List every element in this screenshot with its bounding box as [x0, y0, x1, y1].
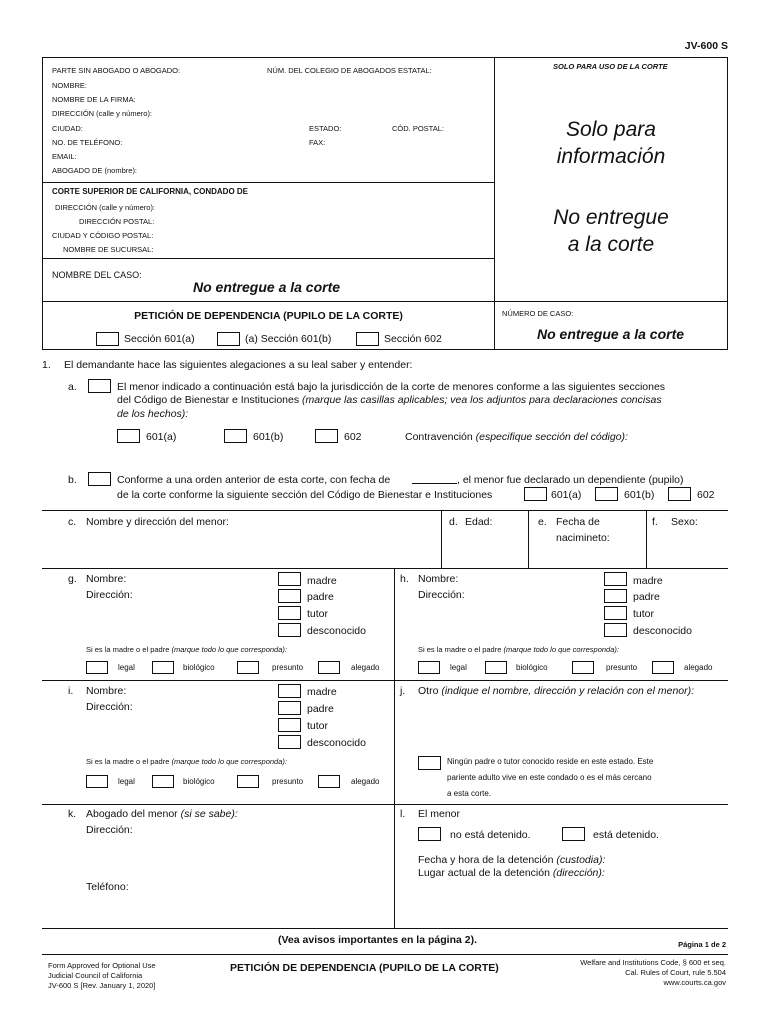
item-g-address-label: Dirección:	[86, 589, 133, 601]
item-h-address-label: Dirección:	[418, 589, 465, 601]
item-h-name-label: Nombre:	[418, 573, 459, 585]
item-j-none-line-3: a esta corte.	[447, 789, 492, 798]
item-d-label: Edad:	[465, 516, 493, 528]
item-i-mother-checkbox[interactable]	[278, 684, 301, 698]
item-l-label: El menor	[418, 808, 461, 820]
item-b-601a-label: 601(a)	[551, 489, 582, 501]
zip-label: CÓD. POSTAL:	[392, 124, 444, 133]
item-g-if-parent-text: Si es la madre o el padre	[86, 645, 172, 654]
watermark-info-line-1: Solo para	[566, 118, 656, 141]
section-601a-label: Sección 601(a)	[124, 333, 195, 345]
email-label: EMAIL:	[52, 152, 77, 161]
item-h-bio-checkbox[interactable]	[485, 661, 507, 674]
footer-right-line-1: Welfare and Institutions Code, § 600 et seq.	[580, 958, 726, 967]
court-address-label: DIRECCIÓN (calle y número):	[55, 203, 156, 212]
item-h-legal-checkbox[interactable]	[418, 661, 440, 674]
item-i-letter: i.	[68, 685, 74, 697]
item-h-father-checkbox[interactable]	[604, 589, 627, 603]
item-i-address-label: Dirección:	[86, 701, 133, 713]
item-l-detained-checkbox[interactable]	[562, 827, 585, 841]
item-j-label-note: (indique el nombre, dirección y relación con el menor):	[441, 685, 695, 697]
item-b-line-2: de la corte conforme la siguiente sección del Código de Bienestar e Instituciones	[117, 489, 493, 501]
footer-right	[580, 958, 726, 988]
item-g-mother-label: madre	[307, 575, 337, 587]
item-a-contravention-text: Contravención	[405, 431, 476, 443]
item-b-letter: b.	[68, 474, 77, 486]
item-k-label-text: Abogado del menor	[86, 808, 181, 820]
watermark-do-not-file-line-1: No entregue	[553, 206, 669, 229]
item-k-label-note: (si se sabe):	[180, 808, 238, 820]
item-b-checkbox[interactable]	[88, 472, 111, 486]
item-g-bio-checkbox[interactable]	[152, 661, 174, 674]
court-branch-label: NOMBRE DE SUCURSAL:	[63, 245, 154, 254]
item-f-label: Sexo:	[671, 516, 698, 528]
item-a-contravention-note: (especifique sección del código):	[475, 431, 628, 443]
case-number-label: NÚMERO DE CASO:	[502, 309, 574, 318]
item-i-if-parent	[86, 757, 287, 766]
court-use-label: SOLO PARA USO DE LA CORTE	[553, 62, 668, 71]
item-j-none-line-1: Ningún padre o tutor conocido reside en este estado. Este	[447, 757, 654, 766]
item-i-legal-label: legal	[118, 777, 135, 786]
item-l-place-text: Lugar actual de la detención	[418, 867, 553, 879]
item-h-if-parent-text: Si es la madre o el padre	[418, 645, 504, 654]
item-c-label: Nombre y dirección del menor:	[86, 516, 229, 528]
court-city-label: CIUDAD Y CÓDIGO POSTAL:	[52, 231, 154, 240]
item-l-not-detained-checkbox[interactable]	[418, 827, 441, 841]
item-e-label-2: nacimineto:	[556, 532, 610, 544]
case-name-value: No entregue a la corte	[193, 279, 341, 295]
section-601b-checkbox[interactable]	[217, 332, 240, 346]
fax-label: FAX:	[309, 138, 326, 147]
item-l-date-label	[418, 854, 605, 866]
item-1-number: 1.	[42, 359, 51, 371]
item-b-601a-checkbox[interactable]	[524, 487, 547, 501]
item-h-presumed-label: presunto	[606, 663, 638, 672]
item-l-letter: l.	[400, 808, 406, 820]
item-b-line-1-b: , el menor fue declarado un dependiente (pupilo)	[457, 474, 684, 486]
item-h-legal-label: legal	[450, 663, 467, 672]
item-h-unknown-label: desconocido	[633, 625, 692, 637]
item-g-mother-checkbox[interactable]	[278, 572, 301, 586]
item-l-place-note: (dirección):	[552, 867, 605, 879]
item-h-bio-label: biológico	[516, 663, 548, 672]
item-h-alleged-label: alegado	[684, 663, 713, 672]
party-label: PARTE SIN ABOGADO O ABOGADO:	[52, 66, 181, 75]
item-i-presumed-checkbox[interactable]	[237, 775, 259, 788]
item-h-mother-checkbox[interactable]	[604, 572, 627, 586]
item-k-label	[86, 808, 238, 820]
item-k-phone-label: Teléfono:	[86, 881, 129, 893]
item-1-text: El demandante hace las siguientes alegaciones a su leal saber y entender:	[64, 359, 413, 371]
item-i-if-parent-note: (marque todo lo que corresponda):	[171, 757, 287, 766]
footer-left	[48, 961, 156, 991]
section-602-checkbox[interactable]	[356, 332, 379, 346]
item-b-602-checkbox[interactable]	[668, 487, 691, 501]
item-a-602-label: 602	[344, 431, 362, 443]
court-mail-label: DIRECCIÓN POSTAL:	[79, 217, 155, 226]
item-i-guardian-label: tutor	[307, 720, 329, 732]
item-j-none-line-2: pariente adulto vive en este condado o es el más cercano	[447, 773, 652, 782]
item-g-father-label: padre	[307, 591, 334, 603]
watermark-do-not-file	[495, 204, 727, 258]
item-g-bio-label: biológico	[183, 663, 215, 672]
item-i-presumed-label: presunto	[272, 777, 304, 786]
item-i-legal-checkbox[interactable]	[86, 775, 108, 788]
item-l-detained-label: está detenido.	[593, 829, 659, 841]
item-h-guardian-label: tutor	[633, 608, 655, 620]
item-e-letter: e.	[538, 516, 547, 528]
item-a-checkbox[interactable]	[88, 379, 111, 393]
item-i-alleged-label: alegado	[351, 777, 380, 786]
bar-number-label: NÚM. DEL COLEGIO DE ABOGADOS ESTATAL:	[267, 66, 432, 75]
section-601a-checkbox[interactable]	[96, 332, 119, 346]
item-i-unknown-checkbox[interactable]	[278, 735, 301, 749]
item-g-name-label: Nombre:	[86, 573, 127, 585]
footer-right-line-2: Cal. Rules of Court, rule 5.504	[625, 968, 726, 977]
item-a-letter: a.	[68, 381, 77, 393]
item-j-label-text: Otro	[418, 685, 442, 697]
city-label: CIUDAD:	[52, 124, 83, 133]
item-g-presumed-label: presunto	[272, 663, 304, 672]
item-b-601b-checkbox[interactable]	[595, 487, 618, 501]
item-h-if-parent	[418, 645, 619, 654]
item-l-date-text: Fecha y hora de la detención	[418, 854, 557, 866]
item-a-line-2-text: del Código de Bienestar e Instituciones	[117, 394, 303, 406]
watermark-do-not-file-line-2: a la corte	[567, 233, 655, 256]
item-h-unknown-checkbox[interactable]	[604, 623, 627, 637]
item-a-601b-label: 601(b)	[253, 431, 284, 443]
item-g-unknown-label: desconocido	[307, 625, 366, 637]
item-c-letter: c.	[68, 516, 77, 528]
item-i-mother-label: madre	[307, 686, 337, 698]
item-g-guardian-checkbox[interactable]	[278, 606, 301, 620]
item-l-not-detained-label: no está detenido.	[450, 829, 531, 841]
item-i-father-checkbox[interactable]	[278, 701, 301, 715]
item-g-legal-label: legal	[118, 663, 135, 672]
case-number-value: No entregue a la corte	[537, 326, 685, 342]
item-g-if-parent-note: (marque todo lo que corresponda):	[171, 645, 287, 654]
item-i-guardian-checkbox[interactable]	[278, 718, 301, 732]
item-b-602-label: 602	[697, 489, 715, 501]
item-a-601a-label: 601(a)	[146, 431, 177, 443]
item-b-line-1-a: Conforme a una orden anterior de esta corte, con fecha de	[117, 474, 391, 486]
name-label: NOMBRE:	[52, 81, 88, 90]
item-i-alleged-checkbox[interactable]	[318, 775, 340, 788]
item-h-father-label: padre	[633, 591, 660, 603]
section-601b-label: (a) Sección 601(b)	[245, 333, 332, 345]
footer-left-line-3: JV-600 S [Rev. January 1, 2020]	[48, 981, 156, 990]
item-h-presumed-checkbox[interactable]	[572, 661, 594, 674]
item-j-letter: j.	[400, 685, 406, 697]
item-a-line-1: El menor indicado a continuación está bajo la jurisdicción de la corte de menores conforme a las siguientes secciones	[117, 381, 666, 393]
item-g-letter: g.	[68, 573, 77, 585]
item-l-date-note: (custodia):	[556, 854, 606, 866]
item-g-unknown-checkbox[interactable]	[278, 623, 301, 637]
item-a-602-checkbox[interactable]	[315, 429, 338, 443]
item-a-601b-checkbox[interactable]	[224, 429, 247, 443]
watermark-info	[495, 116, 727, 170]
watermark-info-line-2: información	[556, 145, 666, 168]
item-l-place-label	[418, 867, 605, 879]
item-h-mother-label: madre	[633, 575, 663, 587]
item-g-if-parent	[86, 645, 287, 654]
item-i-if-parent-text: Si es la madre o el padre	[86, 757, 172, 766]
petition-title: PETICIÓN DE DEPENDENCIA (PUPILO DE LA CORTE)	[134, 310, 403, 322]
item-h-letter: h.	[400, 573, 409, 585]
firm-label: NOMBRE DE LA FIRMA:	[52, 95, 136, 104]
item-j-none-checkbox[interactable]	[418, 756, 441, 770]
item-g-guardian-label: tutor	[307, 608, 329, 620]
item-i-name-label: Nombre:	[86, 685, 127, 697]
item-g-presumed-checkbox[interactable]	[237, 661, 259, 674]
notice: (Vea avisos importantes en la página 2).	[278, 934, 477, 946]
attorney-for-label: ABOGADO DE (nombre):	[52, 166, 138, 175]
item-i-unknown-label: desconocido	[307, 737, 366, 749]
item-g-alleged-label: alegado	[351, 663, 380, 672]
item-h-guardian-checkbox[interactable]	[604, 606, 627, 620]
item-g-legal-checkbox[interactable]	[86, 661, 108, 674]
item-f-letter: f.	[652, 516, 658, 528]
address-label: DIRECCIÓN (calle y número):	[52, 109, 153, 118]
item-e-label-1: Fecha de	[556, 516, 600, 528]
item-g-father-checkbox[interactable]	[278, 589, 301, 603]
item-a-line-3: de los hechos):	[117, 408, 189, 420]
footer-left-line-2: Judicial Council of California	[48, 971, 143, 980]
item-a-contravention	[405, 431, 628, 443]
item-a-line-2	[117, 394, 662, 406]
state-label: ESTADO:	[309, 124, 342, 133]
item-b-601b-label: 601(b)	[624, 489, 655, 501]
case-name-label: NOMBRE DEL CASO:	[52, 270, 142, 280]
form-id: JV-600 S	[684, 40, 728, 52]
item-i-bio-checkbox[interactable]	[152, 775, 174, 788]
item-a-601a-checkbox[interactable]	[117, 429, 140, 443]
item-h-if-parent-note: (marque todo lo que corresponda):	[503, 645, 619, 654]
footer-right-line-3: www.courts.ca.gov	[663, 978, 726, 987]
item-g-alleged-checkbox[interactable]	[318, 661, 340, 674]
phone-label: NO. DE TELÉFONO:	[52, 138, 123, 147]
item-k-letter: k.	[68, 808, 77, 820]
section-602-label: Sección 602	[384, 333, 442, 345]
item-d-letter: d.	[449, 516, 458, 528]
footer-left-line-1: Form Approved for Optional Use	[48, 961, 156, 970]
page-number: Página 1 de 2	[678, 940, 726, 949]
item-h-alleged-checkbox[interactable]	[652, 661, 674, 674]
item-i-bio-label: biológico	[183, 777, 215, 786]
item-i-father-label: padre	[307, 703, 334, 715]
item-k-address-label: Dirección:	[86, 824, 133, 836]
footer-title: PETICIÓN DE DEPENDENCIA (PUPILO DE LA CORTE)	[230, 962, 499, 974]
item-a-line-2-note: (marque las casillas aplicables; vea los adjuntos para declaraciones concisas	[302, 394, 662, 406]
court-title: CORTE SUPERIOR DE CALIFORNIA, CONDADO DE	[52, 187, 249, 196]
item-j-label	[418, 685, 694, 697]
